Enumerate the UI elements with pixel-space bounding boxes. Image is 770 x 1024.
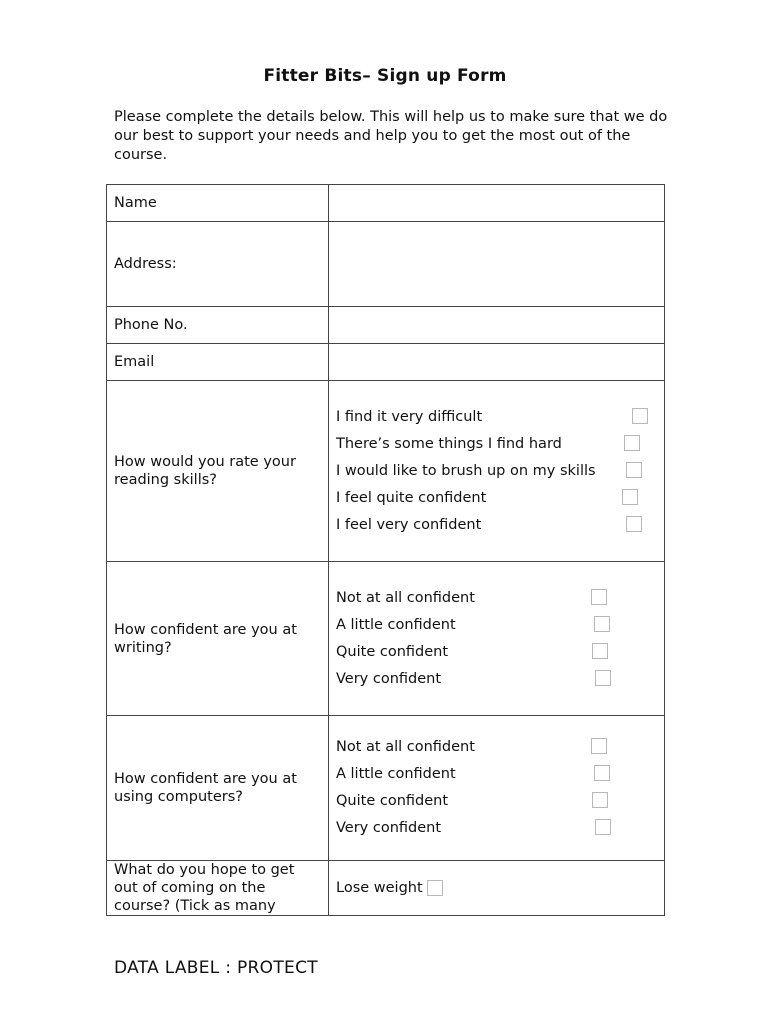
intro-text: Please complete the details below. This will help us to make sure that we do our best to support your needs and help you to get the most out of the course. — [114, 109, 668, 163]
reading-option — [336, 431, 657, 458]
computers-option — [336, 815, 657, 842]
writing-checkbox[interactable] — [594, 616, 610, 632]
name-field[interactable] — [329, 185, 665, 222]
writing-option-label: Quite confident — [336, 643, 449, 660]
reading-option — [336, 404, 657, 431]
computers-option — [336, 734, 657, 761]
writing-option-label: A little confident — [336, 616, 456, 633]
address-field[interactable] — [329, 222, 665, 307]
reading-options — [329, 381, 665, 562]
phone-field[interactable] — [329, 307, 665, 344]
computers-option — [336, 788, 657, 815]
computers-option-label: Not at all confident — [336, 739, 475, 755]
reading-option — [336, 485, 657, 512]
email-field[interactable] — [329, 344, 665, 381]
writing-option — [336, 585, 657, 612]
goals-options — [329, 861, 665, 916]
writing-option — [336, 612, 657, 639]
reading-checkbox[interactable] — [626, 462, 642, 478]
computers-checkbox[interactable] — [594, 765, 610, 781]
reading-checkbox[interactable] — [624, 435, 640, 451]
writing-checkbox[interactable] — [595, 670, 611, 686]
signup-form-table — [106, 184, 665, 916]
form-title: Fitter Bits– Sign up Form — [263, 66, 507, 86]
computers-question: How confident are you at using computers? — [107, 716, 329, 861]
computers-option — [336, 761, 657, 788]
writing-option-label: Not at all confident — [336, 589, 475, 606]
reading-question: How would you rate your reading skills? — [107, 381, 329, 562]
reading-option-label: There’s some things I find hard — [336, 435, 562, 452]
reading-option-label: I feel very confident — [336, 516, 482, 533]
goals-question: What do you hope to get out of coming on the course? (Tick as many — [114, 862, 295, 914]
computers-checkbox[interactable] — [591, 738, 607, 754]
name-label: Name — [107, 185, 329, 222]
reading-option-label: I find it very difficult — [336, 408, 483, 425]
phone-label: Phone No. — [107, 307, 329, 344]
reading-option-label: I would like to brush up on my skills — [336, 462, 596, 479]
writing-checkbox[interactable] — [591, 589, 607, 605]
writing-option — [336, 666, 657, 693]
reading-checkbox[interactable] — [626, 516, 642, 532]
reading-checkbox[interactable] — [622, 489, 638, 505]
reading-option — [336, 512, 657, 539]
computers-checkbox[interactable] — [592, 792, 608, 808]
computers-options — [329, 716, 665, 861]
reading-checkbox[interactable] — [632, 408, 648, 424]
writing-option — [336, 639, 657, 666]
reading-option — [336, 458, 657, 485]
computers-option-label: A little confident — [336, 766, 456, 782]
computers-checkbox[interactable] — [595, 819, 611, 835]
computers-option-label: Quite confident — [336, 793, 449, 809]
email-label: Email — [107, 344, 329, 381]
data-label: DATA LABEL : PROTECT — [114, 958, 318, 978]
goals-checkbox[interactable] — [427, 880, 443, 896]
writing-options — [329, 562, 665, 716]
writing-question: How confident are you at writing? — [107, 562, 329, 716]
goals-option-label: Lose weight — [336, 880, 423, 896]
computers-option-label: Very confident — [336, 820, 442, 836]
reading-option-label: I feel quite confident — [336, 489, 487, 506]
address-label: Address: — [107, 222, 329, 307]
writing-checkbox[interactable] — [592, 643, 608, 659]
writing-option-label: Very confident — [336, 670, 442, 687]
